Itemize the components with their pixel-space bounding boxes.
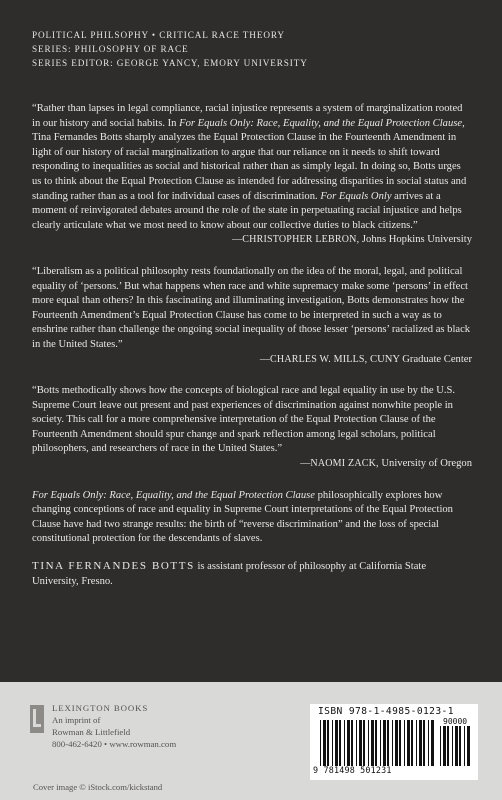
publisher-contact: 800-462-6420 • www.rowman.com bbox=[52, 739, 177, 749]
ean-barcode-bars bbox=[320, 720, 436, 766]
blurb-quote bbox=[32, 102, 472, 233]
quote-text: arrives at a moment of reinvigorated debates around the role of the state in perpetuating racial injustice and helps clearly articulate what we most need to know about our collective duties to black citizens.” bbox=[32, 190, 462, 231]
series-name: SERIES: PHILOSOPHY OF RACE bbox=[32, 44, 189, 54]
blurb-zack bbox=[32, 384, 472, 472]
subject-categories: POLITICAL PHILSOPHY • CRITICAL RACE THEORY bbox=[32, 30, 285, 40]
blurb-affiliation: Johns Hopkins University bbox=[359, 234, 472, 246]
isbn-barcode bbox=[310, 704, 478, 780]
author-name: TINA FERNANDES BOTTS bbox=[32, 560, 195, 573]
publisher-info bbox=[52, 702, 176, 750]
blurb-author: —CHRISTOPHER LEBRON, bbox=[232, 234, 360, 246]
author-bio bbox=[32, 559, 472, 589]
blurb-affiliation: CUNY Graduate Center bbox=[367, 353, 472, 365]
price-code: 90000 bbox=[443, 717, 468, 726]
publisher-parent: Rowman & Littlefield bbox=[52, 727, 131, 737]
cover-image-credit: Cover image © iStock.com/kickstand bbox=[33, 782, 163, 792]
lexington-logo-icon bbox=[30, 705, 44, 733]
blurb-quote: “Botts methodically shows how the concepts of biological race and legal equality in use by the U.S. Supreme Court leave out present and past experiences of discrimination against nonwhite people in society. This call for a more comprehensive interpretation of the Equal Protection Clause of the Fourteenth Amendment should spur change and spark reflection among legal scholars, political philosophers, and researchers of race in the United States.” bbox=[32, 385, 456, 455]
blurb-mills bbox=[32, 265, 472, 367]
book-summary bbox=[32, 489, 472, 547]
blurb-author: —NAOMI ZACK, bbox=[300, 458, 379, 470]
quote-text: Tina Fernandes Botts sharply analyzes the Equal Protection Clause in the Fourteenth Amendment in light of our history of racial marginalization to argue that our reliance on it needs to shift toward responding to inequalities as social and historical rather than as simply legal. In doing so, Botts urges us to think about the Equal Protection Clause as intended for addressing disparities in social status and standing rather than as a tool for individual cases of discrimination. bbox=[32, 132, 467, 202]
isbn-label: ISBN 978-1-4985-0123-1 bbox=[318, 706, 454, 717]
book-title-italic: For Equals Only bbox=[320, 190, 392, 202]
blurb-author: —CHARLES W. MILLS, bbox=[259, 353, 368, 365]
book-title-italic: For Equals Only: Race, Equality, and the Equal Protection Clause, bbox=[179, 117, 465, 129]
barcode-digits: 9 781498 501231 bbox=[313, 765, 392, 775]
blurb-lebron bbox=[32, 102, 472, 248]
publisher-imprint-line: An imprint of bbox=[52, 715, 101, 725]
blurb-affiliation: University of Oregon bbox=[378, 458, 472, 470]
blurb-content bbox=[32, 102, 472, 589]
publisher-name: LEXINGTON BOOKS bbox=[52, 703, 149, 713]
blurb-quote: “Liberalism as a political philosophy rests foundationally on the idea of the moral, legal, and political equality of ‘persons.’ But what happens when race and white supremacy make some ‘persons’ in effect more equal than others? In this fascinating and illuminating investigation, Botts demonstrates how the Fourteenth Amendment’s Equal Protection Clause has come to be interpreted in such a way as to enshrine rather than challenge the ongoing social inequality of those lesser ‘persons’ racialized as black in the United States.” bbox=[32, 265, 471, 350]
quote-text: “Rather than lapses in legal compliance, racial injustice represents a system of marginalization rooted in our history and social habits. In bbox=[32, 103, 463, 129]
series-editor: SERIES EDITOR: GEORGE YANCY, EMORY UNIVERSITY bbox=[32, 58, 308, 68]
back-cover-footer bbox=[0, 682, 502, 800]
blurb-attribution bbox=[32, 233, 472, 248]
author-bio-text: is assistant professor of philosophy at California State University, Fresno. bbox=[32, 561, 427, 587]
series-header bbox=[32, 28, 308, 70]
blurb-attribution bbox=[32, 353, 472, 368]
blurb-attribution bbox=[32, 457, 472, 472]
summary-text: philosophically explores how changing conceptions of race and equality in Supreme Court interpretations of the Equal Protection Clause have had two strange results: the birth of “reverse discrimination” and the loss of special constitutional protection for the descendants of slaves. bbox=[32, 489, 453, 545]
summary-book-title: For Equals Only: Race, Equality, and the Equal Protection Clause bbox=[32, 489, 315, 501]
addon-barcode-bars bbox=[440, 726, 472, 766]
